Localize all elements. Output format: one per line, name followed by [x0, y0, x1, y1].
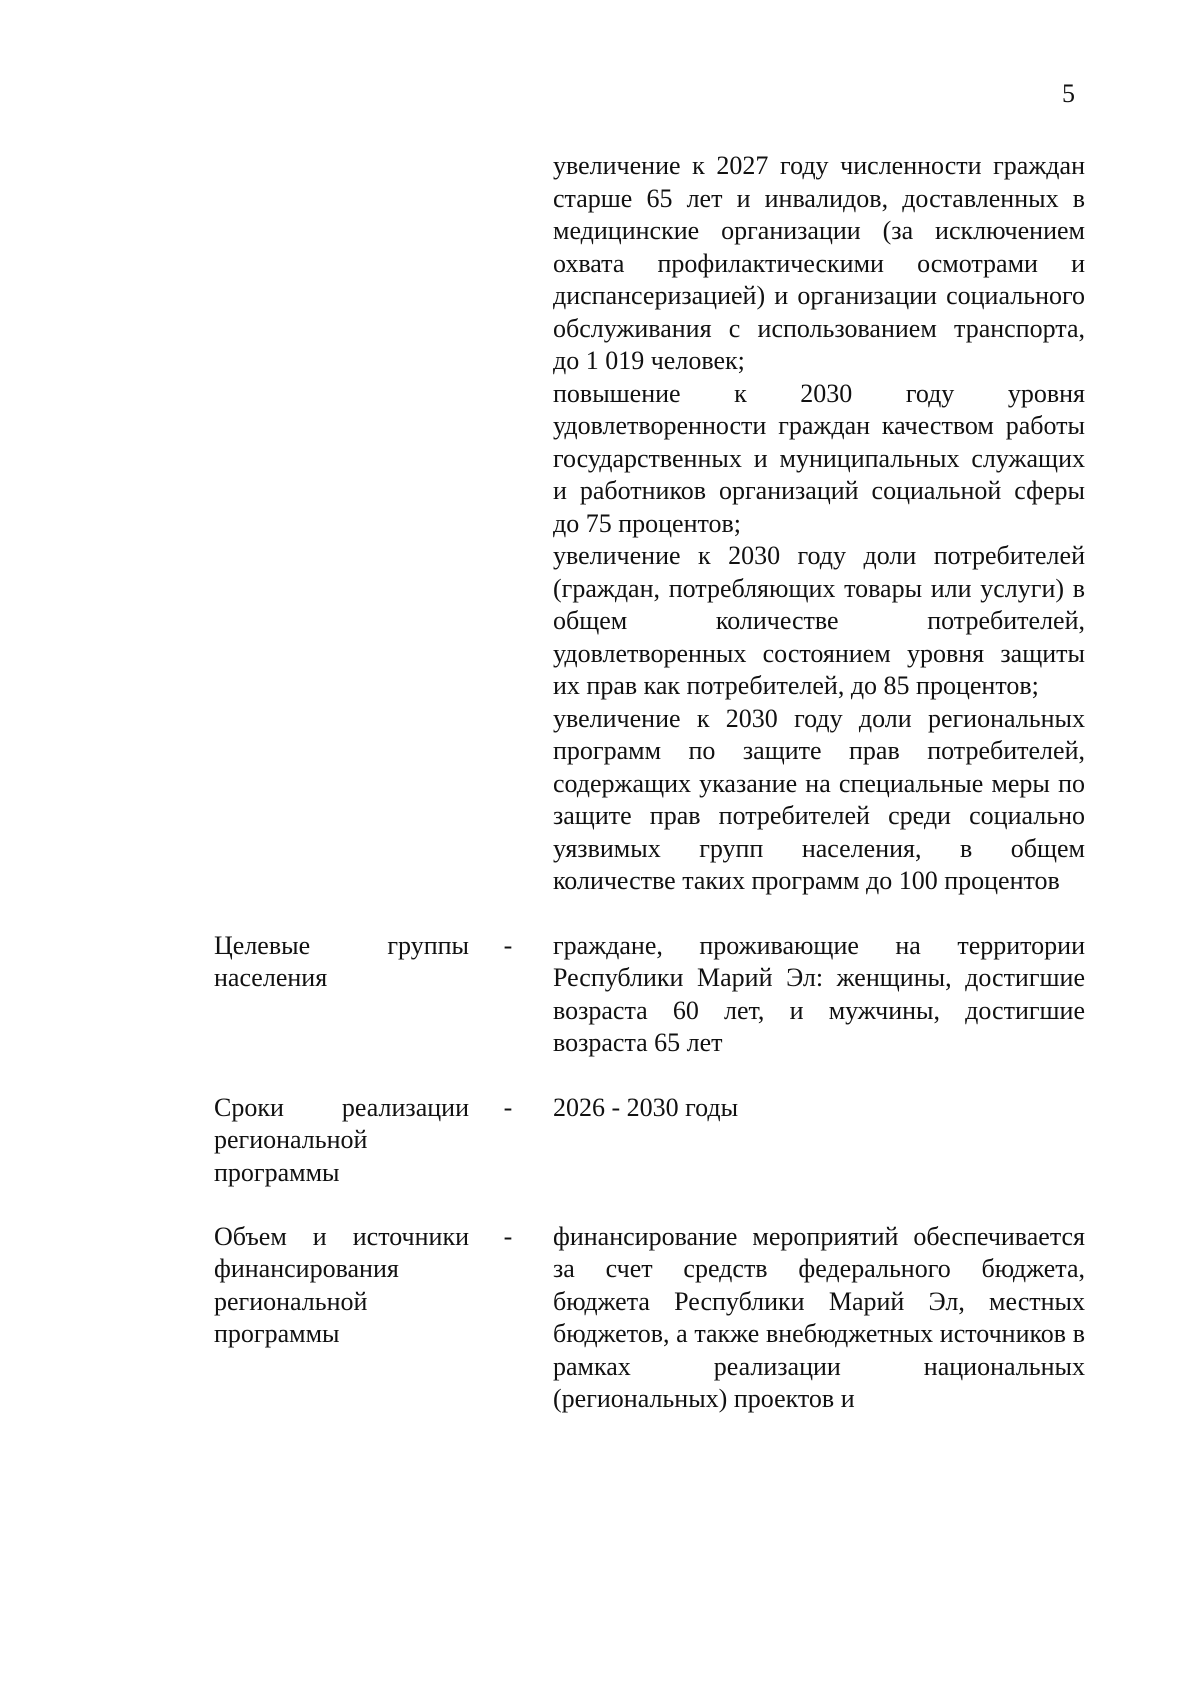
row-implementation-period [0, 1092, 1200, 1189]
row-value [553, 930, 1085, 1060]
row-dash: - [503, 930, 513, 960]
funding-sources-text: финансирование мероприятий обеспечивается за счет средств федерального бюджета, бюджета Республики Марий Эл, местных бюджетов, а также внебюджетных источников в рамках реализации национальных (региональных) проектов и [553, 1221, 1085, 1413]
passport-table [0, 150, 1200, 1416]
row-spacer [0, 1060, 1200, 1092]
row-label: Целевые группы населения [214, 930, 469, 992]
implementation-period-text: 2026 - 2030 годы [553, 1092, 739, 1122]
page-number: 5 [1062, 79, 1075, 108]
row-target-groups [0, 930, 1200, 1060]
target-groups-text: граждане, проживающие на территории Республики Марий Эл: женщины, достигшие возраста 60 лет, и мужчины, достигшие возраста 65 лет [553, 930, 1085, 1057]
row-value [553, 1092, 1085, 1125]
row-label: Объем и источники финансирования региональной программы [214, 1221, 469, 1348]
indicator-paragraph: увеличение к 2030 году доли региональных программ по защите прав потребителей, содержащих указание на специальные меры по защите прав потребителей среди социально уязвимых групп населения, в общем количестве таких программ до 100 процентов [553, 703, 1085, 895]
row-dash: - [503, 1221, 513, 1251]
row-value [553, 150, 1085, 898]
row-target-indicators-continued [0, 150, 1200, 898]
indicator-paragraph: увеличение к 2027 году численности граждан старше 65 лет и инвалидов, доставленных в медицинские организации (за исключением охвата профилактическими осмотрами и диспансеризацией) и организации социального обслуживания с использованием транспорта, до 1 019 человек; [553, 151, 1085, 375]
row-funding-sources [0, 1221, 1200, 1416]
row-spacer [0, 898, 1200, 930]
row-spacer [0, 1189, 1200, 1221]
indicator-paragraph: увеличение к 2030 году доли потребителей (граждан, потребляющих товары или услуги) в общем количестве потребителей, удовлетворенных состоянием уровня защиты их прав как потребителей, до 85 процентов; [553, 541, 1085, 700]
row-dash: - [503, 1092, 513, 1122]
row-value [553, 1221, 1085, 1416]
indicator-paragraph: повышение к 2030 году уровня удовлетворенности граждан качеством работы государственных и муниципальных служащих и работников организаций социальной сферы до 75 процентов; [553, 378, 1085, 538]
row-label: Сроки реализации региональной программы [214, 1092, 469, 1187]
